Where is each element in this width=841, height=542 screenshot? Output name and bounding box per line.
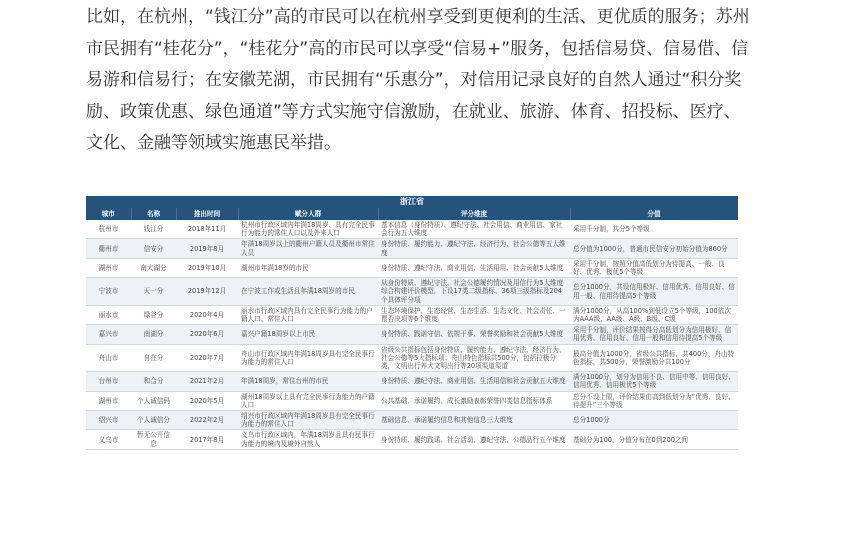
cell-dimension: 身份特质、践诺守信、依规干事、荣誉奖励和社会贡献5大维度	[378, 325, 570, 344]
article-body	[86, 0, 756, 160]
cell-name: 暂无公开信息	[131, 430, 176, 449]
cell-group: 年满18周岁以上的衢州户籍人员及衢州市常住人员	[238, 239, 378, 258]
cell-city: 绍兴市	[86, 411, 131, 430]
data-table	[86, 208, 738, 450]
cell-dimension: 基本信息（身份特质）、遵纪守法、社会用信、商业用信、家社会行为五大维度	[378, 220, 570, 239]
cell-group: 嘉兴户籍18周岁以上市民	[238, 325, 378, 344]
cell-score: 总分1000分	[570, 411, 738, 430]
cell-score: 总分不设上限，评价结果由高到低划分为“优秀、良好、待提升”三个等级	[570, 391, 738, 410]
cell-date: 2021年2月	[176, 372, 238, 391]
cell-group: 杭州市行政区域内年满18周岁、具有完全民事行为能力的常住人口以及外来人口	[238, 220, 378, 239]
credit-score-table	[86, 196, 738, 542]
header-dimension: 评分维度	[378, 208, 570, 220]
cell-name: 自在分	[131, 344, 176, 372]
cell-date: 2018年11月	[176, 220, 238, 239]
cell-score: 采用千分制，共分5个等级	[570, 220, 738, 239]
cell-group: 湖州18周岁以上具有完全民事行为能力的户籍人口	[238, 391, 378, 410]
cell-date: 2020年6月	[176, 325, 238, 344]
cell-name: 和合分	[131, 372, 176, 391]
cell-score: 满分1000分，从高100%到低设立5个等级，100依次为AAA级、AA级、A级、B级、C级	[570, 305, 738, 324]
cell-group: 湖州市年满18岁的市民	[238, 258, 378, 277]
cell-date: 2019年12月	[176, 278, 238, 306]
cell-name: 南湖分	[131, 325, 176, 344]
cell-city: 衢州市	[86, 239, 131, 258]
table-row	[86, 411, 738, 430]
cell-name: 南太湖分	[131, 258, 176, 277]
cell-name: 信安分	[131, 239, 176, 258]
table-row	[86, 430, 738, 449]
cell-name: 天一分	[131, 278, 176, 306]
cell-city: 湖州市	[86, 258, 131, 277]
table-title: 浙江省	[86, 196, 738, 208]
cell-city: 丽水市	[86, 305, 131, 324]
cell-score: 采用千分制，评价结果按得分高低划分为信用极好、信用优秀、信用良好、信用一般和信用待提高5个等级	[570, 325, 738, 344]
cell-score: 基础分为100，分值分布在0到200之间	[570, 430, 738, 449]
cell-score: 采用千分制，按照分值高低划分为待提高、一般、良好、优秀、极优5个等级	[570, 258, 738, 277]
cell-score: 总分值为1000分，普通市民信安分初始分值为860分	[570, 239, 738, 258]
cell-date: 2020年4月	[176, 305, 238, 324]
cell-dimension: 省级公共指标包括身份特质、履约能力、遵纪守法、经济行为、社会公德等5大指标项；舟山特色指标共500分，包括拉极分类，文明出行养犬文明出行等20项渠道渠道	[378, 344, 570, 372]
cell-city: 台州市	[86, 372, 131, 391]
cell-date: 2019年10月	[176, 258, 238, 277]
cell-date: 2020年7月	[176, 344, 238, 372]
cell-date: 2019年8月	[176, 239, 238, 258]
cell-group: 丽水市行政区域内具有完全民事行为能力的户籍人口、常住人口	[238, 305, 378, 324]
cell-name: 钱江分	[131, 220, 176, 239]
header-name: 名称	[131, 208, 176, 220]
cell-date: 2017年8月	[176, 430, 238, 449]
cell-date: 2022年2月	[176, 411, 238, 430]
cell-score: 总分1000分，共设信用极好、信用优秀、信用良好、信用一般、信用待提高5个等级	[570, 278, 738, 306]
cell-group: 在宁波工作或生活且年满18周岁的市民	[238, 278, 378, 306]
cell-city: 宁波市	[86, 278, 131, 306]
cell-city: 嘉兴市	[86, 325, 131, 344]
table-body	[86, 220, 738, 449]
cell-dimension: 从身份特质、遵纪守法、社会公德履约情况及用信行为5大维度综合构建评价模型，下设17类二级指标、36项三级指标及204个具体评分项	[378, 278, 570, 306]
table-row	[86, 239, 738, 258]
cell-group: 绍兴市行政区域内年满18周岁具有完全民事行为能力的常住人口	[238, 411, 378, 430]
cell-dimension: 身份特质、遵纪守法、商业用信、生活用信和社会贡献五大维度	[378, 372, 570, 391]
cell-name: 个人诚信码	[131, 391, 176, 410]
cell-city: 义乌市	[86, 430, 131, 449]
table-header-row	[86, 208, 738, 220]
cell-group: 年满18周岁，常住台州的市民	[238, 372, 378, 391]
cell-group: 舟山市行政区域内年满18周岁具有完全民事行为能力的常住人口	[238, 344, 378, 372]
cell-score: 满分1000分，划分为信用不良、信用中等、信用良好、信用优秀、信用极优5个等级	[570, 372, 738, 391]
cell-dimension: 生态环境保护、生态经营、生态生活、生态文化、社会责任、一票否决项等6个维度	[378, 305, 570, 324]
cell-city: 舟山市	[86, 344, 131, 372]
cell-name: 绿谷分	[131, 305, 176, 324]
article-paragraph: 比如，在杭州，“钱江分”高的市民可以在杭州享受到更便利的生活、更优质的服务；苏州市民拥有“桂花分”，“桂花分”高的市民可以享受“信易+”服务，包括信易贷、信易借、信易游和信易行；在安徽芜湖，市民拥有“乐惠分”，对信用记录良好的自然人通过“积分奖励、政策优惠、绿色通道”等方式实施守信激励，在就业、旅游、体育、招投标、医疗、文化、金融等领域实施惠民举措。	[86, 7, 750, 153]
table-row	[86, 344, 738, 372]
table-row	[86, 258, 738, 277]
table-row	[86, 372, 738, 391]
cell-group: 义乌市行政区域内，年满18周岁且具有民事行为能力的境内及境外自然人	[238, 430, 378, 449]
header-group: 赋分人群	[238, 208, 378, 220]
cell-dimension: 身份特质、遵纪守法、商业用信、生活用用、社会贡献5大维度	[378, 258, 570, 277]
table-row	[86, 220, 738, 239]
table-row	[86, 278, 738, 306]
header-city: 城市	[86, 208, 131, 220]
cell-score: 最高分值为1000分，省级公共指标，共400分，舟山特色指标，共500分，荣誉激励分共100分	[570, 344, 738, 372]
cell-dimension: 基础信息、承诺履约信息和其他信息三大维度	[378, 411, 570, 430]
cell-city: 杭州市	[86, 220, 131, 239]
cell-city: 湖州市	[86, 391, 131, 410]
cell-date: 2020年5月	[176, 391, 238, 410]
cell-dimension: 身份特质、履约能力、遵纪守法、经济行为、社会公德等五大维度	[378, 239, 570, 258]
header-score: 分值	[570, 208, 738, 220]
cell-dimension: 公共基础、承诺履约、成长激励表彰荣誉四类信息指标体系	[378, 391, 570, 410]
table-row	[86, 391, 738, 410]
cell-dimension: 身份特质、履约践诺、社会活动、遵纪守法、公德品行五个维度	[378, 430, 570, 449]
header-date: 推出时间	[176, 208, 238, 220]
table-row	[86, 305, 738, 324]
cell-name: 个人诚信分	[131, 411, 176, 430]
table-row	[86, 325, 738, 344]
